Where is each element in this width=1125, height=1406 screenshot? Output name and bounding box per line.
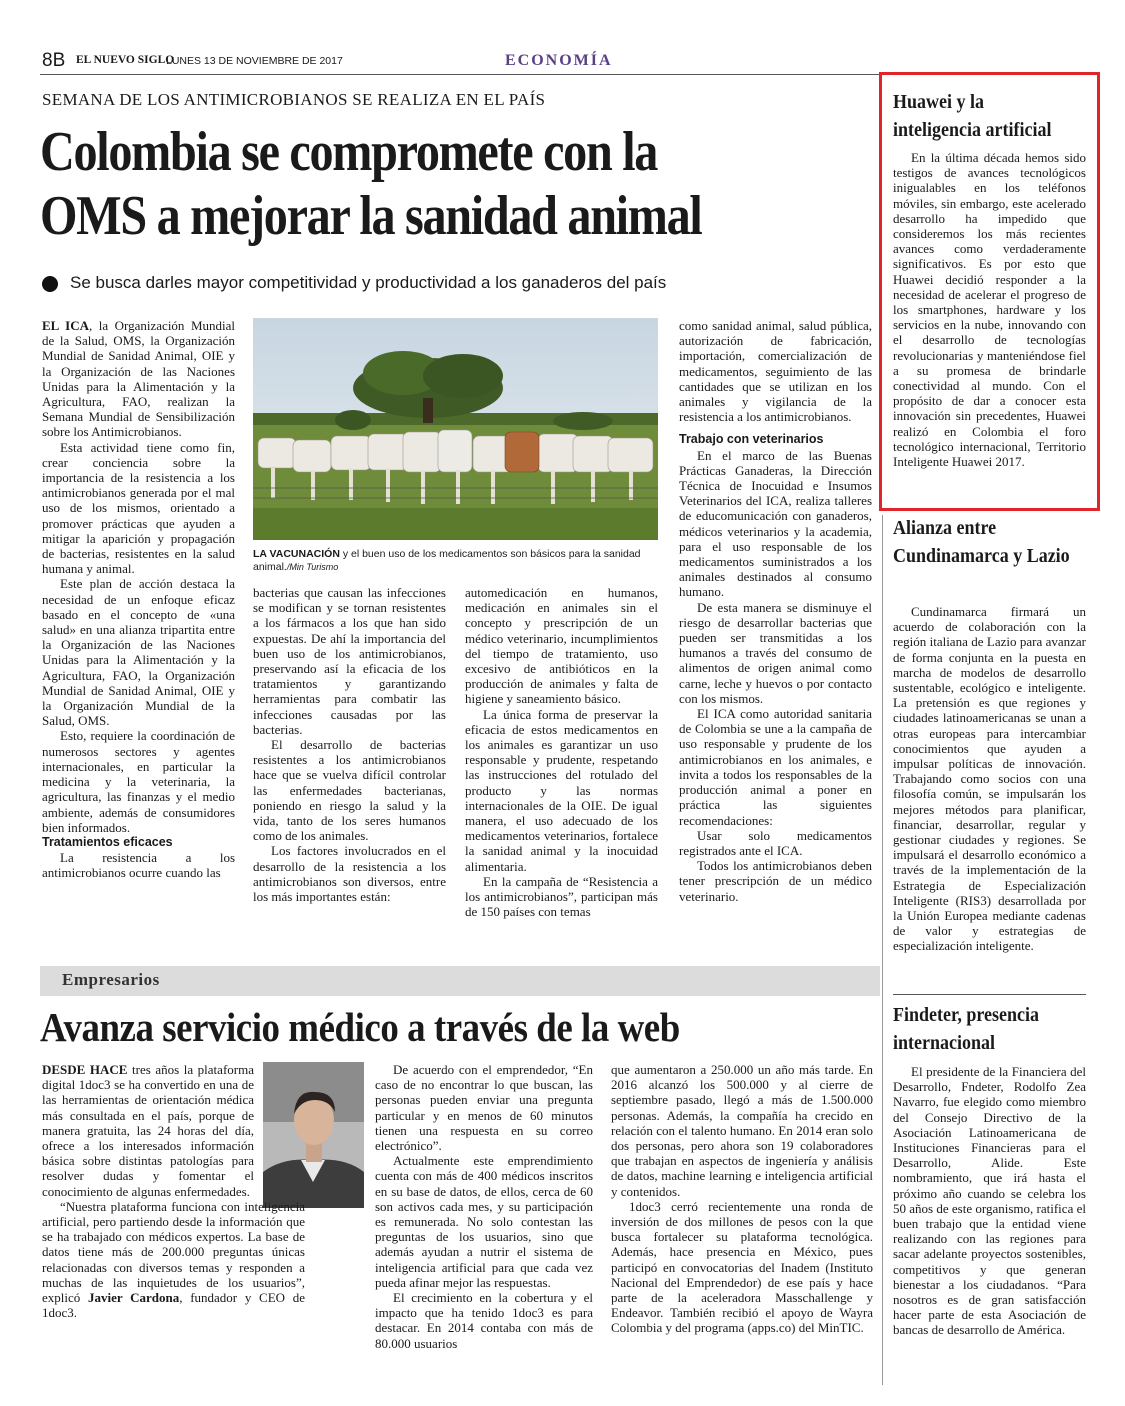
- article-column-1: [42, 318, 235, 881]
- article-headline-2: Avanza servicio médico a través de la web: [40, 1004, 680, 1050]
- issue-date: LUNES 13 DE NOVIEMBRE DE 2017: [166, 55, 343, 67]
- bottom-column-1: [42, 1062, 305, 1320]
- paragraph: El desarrollo de bacterias resistentes a los antimicrobianos hace que se vuelva difícil controlar las enfermedades bacterianas, poniendo en riesgo la salud y la vida, tanto de los seres humanos como de los animales.: [253, 737, 446, 844]
- caption-lead: LA VACUNACIÓN: [253, 548, 340, 560]
- article-deck: Se busca darles mayor competitividad y productividad a los ganaderos del país: [70, 273, 667, 292]
- article-kicker: SEMANA DE LOS ANTIMICROBIANOS SE REALIZA EN EL PAÍS: [42, 90, 546, 109]
- paragraph: Esto, requiere la coordinación de numerosos sectores y agentes internacionales, en particular la medicina y la veterinaria, la agricultura, las finanzas y el medio ambiente, además de consumidores bien informados.: [42, 728, 235, 835]
- sidebar-text-alianza: [893, 604, 1086, 954]
- section-band: [40, 966, 880, 996]
- article-column-3: [465, 585, 658, 919]
- column-rule: [882, 515, 883, 1385]
- paragraph: La única forma de preservar la eficacia de estos medicamentos en los animales es garantizar un uso responsable y prudente, respetando las instrucciones del rotulado del producto y las normas internacionales de la OIE. De igual manera, el uso adecuado de los medicamentos veterinarios, fortalece la sanidad animal y la inocuidad alimentaria.: [465, 706, 658, 874]
- sidebar-title-huawei: Huawei y la inteligencia artificial: [893, 91, 1052, 141]
- paragraph-text: , la Organización Mundial de la Salud, OMS, la Organización Mundial de Sanidad Animal, OIE y la Organización de las Naciones Unidas para la Alimentación y la Agricultura, FAO, realizan la Semana Mundial de Sensibilización sobre los Antimicrobianos.: [42, 318, 235, 440]
- sidebar-text-findeter: [893, 1064, 1086, 1338]
- cattle-photo: [253, 318, 658, 540]
- person-name: Javier Cardona: [87, 1290, 180, 1306]
- paragraph: El presidente de la Financiera del Desarrollo, Fndeter, Rodolfo Zea Navarro, fue elegido como miembro del Consejo Directivo de la Asociación Latinoamericana de Instituciones Financieras para el Desarrollo, Alide. Este nombramiento, que irá hasta el próximo año cuando se celebra los 50 años de este organismo, ratifica el buen trabajo que la entidad viene realizando con las regiones para sacar adelante proyectos sostenibles, competitivos y que generan bienestar a los ciudadanos. “Para nosotros es de gran satisfacción hacer parte de esta Asociación de bancas de desarrollo de América.: [893, 1064, 1086, 1338]
- lead-in: EL ICA: [42, 318, 89, 333]
- cattle-photo-image: [253, 318, 658, 540]
- paragraph: que aumentaron a 250.000 un año más tarde. En 2016 alcanzó los 500.000 y al cierre de septiembre pasado, llegó a más de 1.500.000 personas. Además, la compañía ha crecido en relación con el talento humano. En 2014 eran solo dos personas, pero ahora son 19 colaboradores que trabajan en aspectos de ingeniería y análisis de datos, machine learning e inteligencia artificial y contenidos.: [611, 1062, 873, 1199]
- article-column-4: [679, 318, 872, 904]
- sidebar-text-huawei: [893, 150, 1086, 469]
- photo-credit: /Min Turismo: [286, 562, 339, 572]
- newspaper-name: EL NUEVO SIGLO: [76, 54, 175, 66]
- paragraph-text: tres años la plataforma digital 1doc3 se ha convertido en una de las herramientas de orientación médica más consultada en el país, porque de manera gratuita, las 24 horas del día, ofrece a los interesados información básica sobre distintas patologías para resolver dudas y fomentar el conocimiento de algunas enfermedades.: [42, 1062, 254, 1199]
- subheading: Trabajo con veterinarios: [679, 432, 824, 447]
- paragraph: Este plan de acción destaca la necesidad de un enfoque eficaz basado en el concepto de «una salud» en una alianza tripartita entre la Organización de las Naciones Unidas para la Alimentación y la Agricultura, FAO, la Organización Mundial de Sanidad Animal, OIE y la Organización Mundial de la Salud, OMS.: [42, 576, 235, 729]
- paragraph: Actualmente este emprendimiento cuenta con más de 400 médicos inscritos en su base de datos, de ellos, cerca de 60 son activos cada mes, y su participación es remunerada. No solo contestan las preguntas de los usuarios, sino que además ayudan a nutrir el sistema de inteligencia artificial para que cada vez pueda afinar mejor las respuestas.: [375, 1153, 593, 1290]
- paragraph: En la última década hemos sido testigos de avances tecnológicos inigualables en los teléfonos móviles, sin embargo, este acelerado desarrollo ha impedido que consideremos los más recientes avances como verdaderamente significativos. Es por esto que Huawei decidió responder a la necesidad de acelerar el progreso de los smartphones, hardware y los servicios en la nube, innovando con el desarrollo de tecnologías revolucionarias y manteniéndose fiel a su promesa de brindarle conectividad al mundo. Con el propósito de dar a conocer esta innovación sin precedentes, Huawei realizó en Colombia el foro tecnológico internacional, Territorio Inteligente Huawei 2017.: [893, 150, 1086, 470]
- paragraph: De esta manera se disminuye el riesgo de desarrollar bacterias que pueden ser transmitidas a los humanos a través del consumo de alimentos de origen animal como carne, leche y huevos o por contacto con los mismos.: [679, 599, 872, 706]
- paragraph: [42, 1062, 254, 1199]
- lead-in: DESDE HACE: [42, 1062, 128, 1077]
- caption-text: y el buen uso de los medicamentos son básicos para la sanidad animal.: [253, 548, 641, 573]
- paragraph: Todos los antimicrobianos deben tener prescripción de un médico veterinario.: [679, 858, 872, 904]
- section-name: ECONOMÍA: [505, 52, 613, 69]
- paragraph: La resistencia a los antimicrobianos ocurre cuando las: [42, 850, 235, 881]
- article-headline: [40, 120, 754, 248]
- paragraph: En la campaña de “Resistencia a los antimicrobianos”, participan más de 150 países con temas: [465, 873, 658, 920]
- page-number: 8B: [42, 50, 66, 71]
- paragraph: 1doc3 cerró recientemente una ronda de inversión de dos millones de pesos con la que busca fortalecer su plataforma tecnológica. Además, hace presencia en México, pues participó en convocatorias del Inadem (Instituto Nacional del Emprendedor) de ese país y hace parte de la aceleradora Masschallenge y Endeavor. También recibió el apoyo de Wayra Colombia y del programa (apps.co) del MinTIC.: [611, 1198, 873, 1336]
- paragraph: como sanidad animal, salud pública, autorización de fabricación, importación, comercialización de medicamentos, seguimiento de las cantidades que se utilizan en los animales y vigilancia de la resistencia a los antimicrobianos.: [679, 318, 872, 425]
- header-rule: [40, 74, 880, 75]
- paragraph: Usar solo medicamentos registrados ante el ICA.: [679, 827, 872, 858]
- bottom-column-3: [611, 1062, 873, 1336]
- paragraph-text: , fundador y CEO de 1doc3.: [42, 1290, 306, 1321]
- subheading: Tratamientos eficaces: [42, 834, 173, 849]
- article-column-2: [253, 585, 446, 904]
- bullet-icon: [42, 276, 58, 292]
- paragraph: [42, 318, 235, 440]
- sidebar-title-alianza: Alianza entre Cundinamarca y Lazio: [893, 517, 1070, 567]
- paragraph: Cundinamarca firmará un acuerdo de colaboración con la región italiana de Lazio para avanzar de forma conjunta en la puesta en marcha de modelos de desarrollo sustentable, ecológico e inteligente. La pretensión es que regiones y ciudades latinoamericanas se unan a otras europeas para intercambiar conocimientos que ayuden a impulsar políticas de innovación. Trabajando como socios con una filosofía común, se impulsarán los mejores métodos para planificar, financiar, desarrollar, regular y gestionar ciudades y regiones. Se impulsará el desarrollo económico a través de la implementación de la Estrategia de Especialización Inteligente (RIS3) desarrollada por la Unión Europea mediante cadenas de valor y estrategias de especialización inteligente.: [893, 604, 1086, 954]
- section-band-label: Empresarios: [62, 970, 160, 989]
- paragraph: En el marco de las Buenas Prácticas Ganaderas, la Dirección Técnica de Inocuidad e Insumos Veterinarios del ICA, realiza talleres de educomunicación con ganaderos, médicos veterinarios y la academia, para el uso responsable de los medicamentos suministrados a los animales destinados al consumo humano.: [679, 447, 872, 600]
- paragraph-text: “Nuestra plataforma funciona con inteligencia artificial, pero partiendo desde la información que se ha trabajado con médicos expertos. La base de datos tiene más de 200.000 preguntas únicas relacionadas con diversos temas y responden a muchas de las inquietudes de los usuarios”, explicó: [42, 1198, 305, 1306]
- paragraph: bacterias que causan las infecciones se modifican y se tornan resistentes a los fármacos a los que han sido expuestas. De ahí la importancia del buen uso de los antimicrobianos, preservando así la eficacia de los tratamientos y garantizando herramientas para combatir las infecciones causadas por las bacterias.: [253, 585, 446, 737]
- photo-caption: [253, 548, 658, 574]
- paragraph: De acuerdo con el emprendedor, “En caso de no encontrar lo que buscan, las personas pueden enviar una pregunta particular y en menos de 60 minutos tienen una respuesta en su correo electrónico”.: [375, 1062, 593, 1154]
- paragraph: [42, 1199, 305, 1321]
- paragraph: Los factores involucrados en el desarrollo de la resistencia a los antimicrobianos son diversos, entre los más importantes están:: [253, 843, 446, 905]
- sidebar-title-findeter: Findeter, presencia internacional: [893, 1004, 1039, 1054]
- bottom-column-2: [375, 1062, 593, 1351]
- headline-line-1: Colombia se compromete con la: [40, 121, 658, 183]
- paragraph: Esta actividad tiene como fin, crear conciencia sobre la importancia de la resistencia a los antimicrobianos generada por el mal uso de los mismos, orientado a promover prácticas que ayuden a mitigar la aparición y propagación de bacterias, resistentes en la salud humana y animal.: [42, 439, 235, 577]
- paragraph: El crecimiento en la cobertura y el impacto que ha tenido 1doc3 es para destacar. En 2014 contaba con más de 80.000 usuarios: [375, 1290, 593, 1351]
- headline-line-2: OMS a mejorar la sanidad animal: [40, 185, 702, 247]
- paragraph: El ICA como autoridad sanitaria de Colombia se une a la campaña de uso responsable y prudente de los antimicrobianos en los animales, e invita a todos los responsables de la producción animal a poner en práctica las siguientes recomendaciones:: [679, 706, 872, 828]
- sidebar-divider: [893, 994, 1086, 995]
- paragraph: automedicación en humanos, medicación en animales sin el concepto y prescripción de un médico veterinario, incumplimientos del tiempo de tratamiento, uso excesivo de antibióticos en la producción de animales y falta de higiene y saneamiento básico.: [465, 585, 658, 707]
